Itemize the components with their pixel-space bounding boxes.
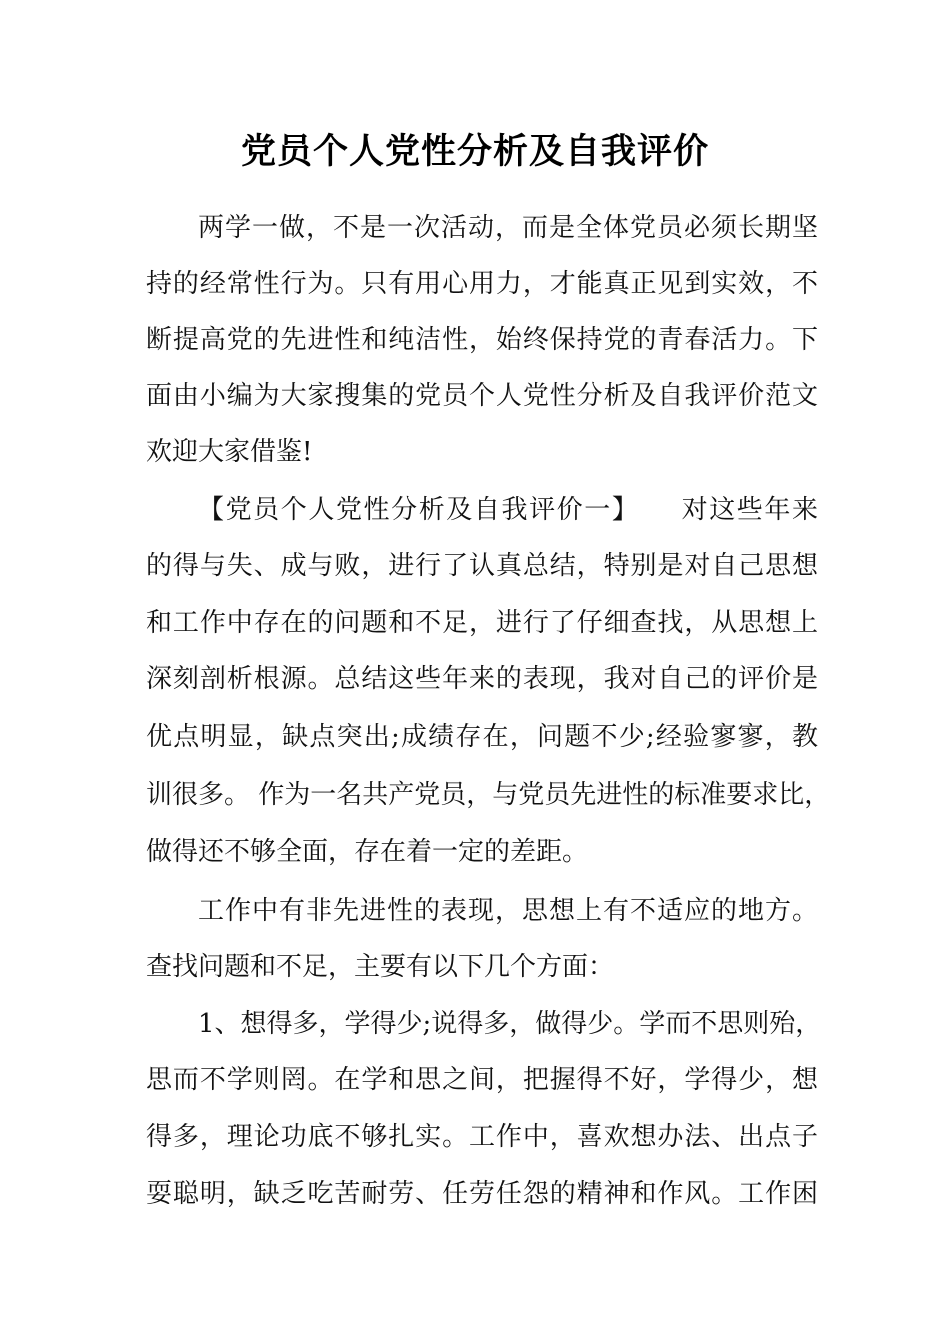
paragraph-line: 持的经常性行为。只有用心用力，才能真正见到实效，不 (146, 269, 818, 299)
paragraph-line: 断提高党的先进性和纯洁性，始终保持党的青春活力。下 (146, 325, 818, 355)
paragraph-line: 工作中有非先进性的表现，思想上有不适应的地方。 (198, 896, 818, 926)
paragraph-line: 面由小编为大家搜集的党员个人党性分析及自我评价范文 (146, 381, 818, 411)
section-heading-line: 【党员个人党性分析及自我评价一】 对这些年来 (198, 495, 818, 525)
list-item-line: 1、想得多，学得少;说得多，做得少。学而不思则殆， (198, 1009, 822, 1039)
paragraph-line: 训很多。 作为一名共产党员，与党员先进性的标准要求比， (146, 780, 831, 810)
paragraph-line: 两学一做，不是一次活动，而是全体党员必须长期坚 (198, 213, 818, 243)
paragraph-line: 思而不学则罔。在学和思之间，把握得不好，学得少，想 (146, 1065, 818, 1095)
paragraph-line: 和工作中存在的问题和不足，进行了仔细查找，从思想上 (146, 608, 818, 638)
paragraph-line: 优点明显，缺点突出;成绩存在，问题不少;经验寥寥，教 (146, 722, 818, 752)
paragraph-line: 查找问题和不足，主要有以下几个方面： (146, 952, 615, 982)
paragraph-line: 耍聪明，缺乏吃苦耐劳、任劳任怨的精神和作风。工作困 (146, 1179, 818, 1209)
paragraph-line: 的得与失、成与败，进行了认真总结，特别是对自己思想 (146, 551, 818, 581)
paragraph-line: 欢迎大家借鉴! (146, 437, 313, 467)
document-title: 党员个人党性分析及自我评价 (240, 132, 709, 172)
paragraph-line: 做得还不够全面，存在着一定的差距。 (146, 837, 589, 867)
paragraph-line: 深刻剖析根源。总结这些年来的表现，我对自己的评价是 (146, 664, 818, 694)
paragraph-line: 得多，理论功底不够扎实。工作中，喜欢想办法、出点子 (146, 1122, 818, 1152)
